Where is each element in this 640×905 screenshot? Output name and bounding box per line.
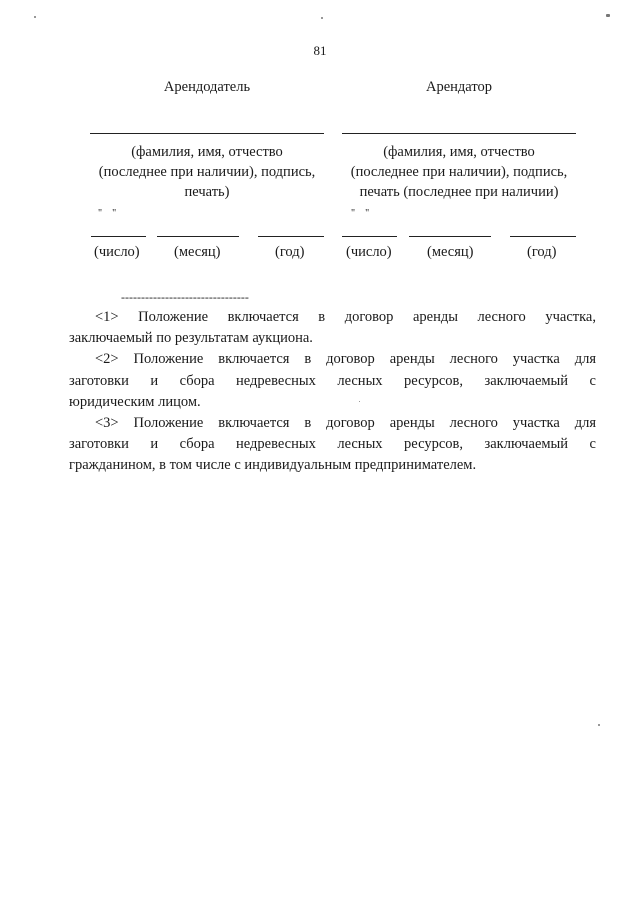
- lessee-title: Арендатор: [425, 79, 492, 95]
- lessee-day-label: (число): [346, 244, 392, 260]
- footnote-2-line-2: заготовки и сбора недревесных лесных ресурсов, заключаемый с: [69, 372, 596, 389]
- footnote-3-line-2: заготовки и сбора недревесных лесных ресурсов, заключаемый с: [69, 436, 596, 453]
- lessor-title: Арендодатель: [163, 79, 251, 95]
- lessee-date-quotes: " ": [351, 208, 370, 219]
- footnote-2-rest: юридическим лицом.: [69, 393, 201, 410]
- lessor-month-line: [157, 236, 239, 237]
- page-number: 81: [313, 43, 327, 58]
- footnote-1-rest: заключаемый по результатам аукциона.: [69, 330, 313, 347]
- footnote-3-line-1: <3> Положение включается в договор аренды лесного участка для: [95, 415, 596, 432]
- lessor-caption-line-2: (последнее при наличии), подпись,: [98, 164, 316, 180]
- scan-speck: [359, 401, 360, 402]
- footnote-2: [69, 349, 596, 413]
- footnote-3-rest: гражданином, в том числе с индивидуальным предпринимателем.: [69, 457, 477, 474]
- lessor-caption-line-3: печать): [184, 184, 230, 200]
- lessee-caption: [338, 142, 580, 202]
- lessor-day-label: (число): [94, 244, 140, 260]
- lessee-month-label: (месяц): [427, 244, 474, 260]
- lessee-caption-line-1: (фамилия, имя, отчество: [383, 144, 535, 160]
- lessee-caption-line-3: печать (последнее при наличии): [359, 184, 559, 200]
- footnote-separator: --------------------------------: [121, 290, 249, 304]
- lessee-year-label: (год): [527, 244, 557, 260]
- lessor-year-line: [258, 236, 324, 237]
- scan-speck: [606, 14, 610, 17]
- lessee-month-line: [409, 236, 491, 237]
- scan-speck: [34, 16, 36, 18]
- footnote-2-line-1: <2> Положение включается в договор аренды лесного участка для: [95, 351, 596, 368]
- footnote-3: [69, 413, 596, 477]
- lessor-caption: [86, 142, 328, 202]
- lessor-year-label: (год): [275, 244, 305, 260]
- footnotes: [69, 307, 596, 477]
- lessor-caption-line-1: (фамилия, имя, отчество: [131, 144, 283, 160]
- lessee-day-line: [342, 236, 397, 237]
- lessee-caption-line-2: (последнее при наличии), подпись,: [350, 164, 568, 180]
- footnote-1: [69, 307, 596, 349]
- lessor-month-label: (месяц): [174, 244, 221, 260]
- lessee-signature-line: [342, 133, 576, 134]
- lessee-year-line: [510, 236, 576, 237]
- lessor-signature-line: [90, 133, 324, 134]
- lessor-date-quotes: " ": [98, 208, 117, 219]
- footnote-1-line-1: <1> Положение включается в договор аренды лесного участка,: [95, 309, 596, 325]
- lessor-day-line: [91, 236, 146, 237]
- scan-speck: [598, 724, 600, 726]
- scan-speck: [321, 17, 323, 19]
